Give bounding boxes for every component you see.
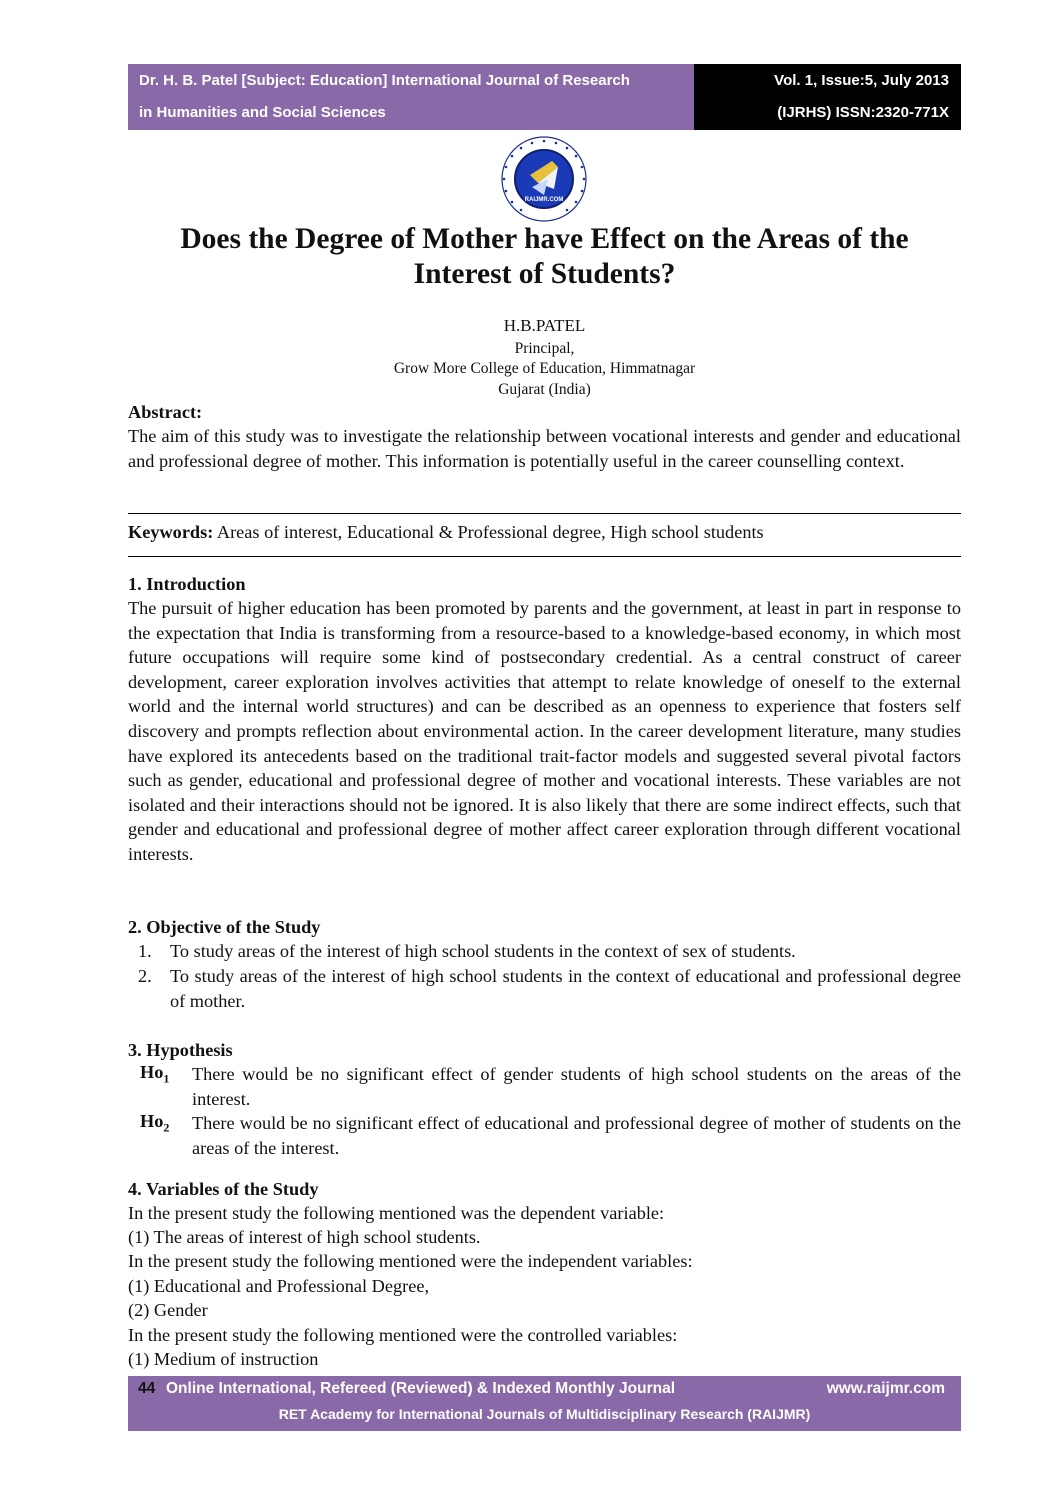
objective-item-number: 1. [138,941,152,961]
author-location: Gujarat (India) [498,381,591,398]
introduction-text: The pursuit of higher education has been promoted by parents and the government, at least in part in response to the expectation that India is transforming from a resource-based to a knowledge-based economy, in which most future occupations will require some kind of postsecondary credential. As a central construct of career development, career exploration involves activities that attempt to relate knowledge of oneself to the external world and the internal world structures) and can be described as an openness to experience that fosters self discovery and prompts reflection about environmental action. In the career development literature, many studies have explored its antecedents based on the traditional trait-factor models and suggested several pivotal factors such as gender, educational and professional degree of mother and vocational interests. These variables are not isolated and their interactions should not be ignored. It is also likely that there are some indirect effects, such that gender and educational and professional degree of mother affect career exploration through different vocational interests. [128,598,961,864]
paper-title [128,222,961,292]
keywords-text: Areas of interest, Educational & Professional degree, High school students [213,522,764,542]
header-journal-line2: in Humanities and Social Sciences [139,104,386,121]
author-institution: Grow More College of Education, Himmatnagar [393,360,696,377]
variables-line: In the present study the following mentioned were the independent variables: [128,1251,693,1271]
keywords-label: Keywords: [128,522,214,542]
abstract-text: The aim of this study was to investigate the relationship between vocational interests and gender and educational and professional degree of mother. This information is potentially useful in the career counselling context. [128,426,961,471]
keywords-line [128,522,764,543]
hypothesis-label: $Ho_2$ [140,1111,170,1135]
raijmr-seal-logo [492,135,596,223]
footer-journal-line: Online International, Refereed (Reviewed) & Indexed Monthly Journal [166,1380,676,1397]
logo-center-text: RAIJMR.COM [524,197,564,203]
objective-heading: 2. Objective of the Study [128,917,321,937]
header-volume-issue: Vol. 1, Issue:5, July 2013 [774,72,949,89]
objective-item-text: To study areas of the interest of high school students in the context of sex of students. [170,941,796,961]
page-number: 44 [138,1380,156,1397]
author-name: H.B.PATEL [503,316,586,335]
variables-line: (1) Medium of instruction [128,1349,319,1369]
hypothesis-text: There would be no significant effect of gender students of high school students on the areas of the interest. [192,1064,961,1109]
variables-line: (1) The areas of interest of high school students. [128,1227,481,1247]
variables-line: In the present study the following mentioned were the controlled variables: [128,1325,678,1345]
author-role: Principal, [514,340,575,357]
paper-title-line2: Interest of Students? [413,258,676,290]
keywords-bottom-rule [128,556,961,557]
objective-item-number: 2. [138,966,152,986]
hypothesis-heading: 3. Hypothesis [128,1040,233,1060]
paper-title-line1: Does the Degree of Mother have Effect on the Areas of the [180,223,909,255]
header-left-band [128,64,694,130]
variables-line: (1) Educational and Professional Degree, [128,1276,430,1296]
footer-publisher-line: RET Academy for International Journals of Multidisciplinary Research (RAIJMR) [278,1406,811,1422]
journal-header [128,64,961,130]
hypothesis-text: There would be no significant effect of educational and professional degree of mother of students on the areas of the interest. [192,1113,961,1158]
header-journal-line1: Dr. H. B. Patel [Subject: Education] International Journal of Research [139,72,630,89]
keywords-top-rule [128,513,961,514]
footer-website-link[interactable]: www.raijmr.com [826,1380,945,1397]
variables-line: (2) Gender [128,1300,208,1320]
variables-heading: 4. Variables of the Study [128,1179,319,1199]
abstract-heading: Abstract: [128,402,203,422]
journal-footer [128,1376,961,1431]
objective-item-text: To study areas of the interest of high school students in the context of educational and professional degree of mother. [170,966,961,1011]
hypothesis-label: $Ho_1$ [140,1062,170,1086]
header-right-band [694,64,961,130]
variables-line: In the present study the following mentioned was the dependent variable: [128,1203,665,1223]
header-issn: (IJRHS) ISSN:2320-771X [777,104,949,121]
introduction-heading: 1. Introduction [128,574,246,594]
